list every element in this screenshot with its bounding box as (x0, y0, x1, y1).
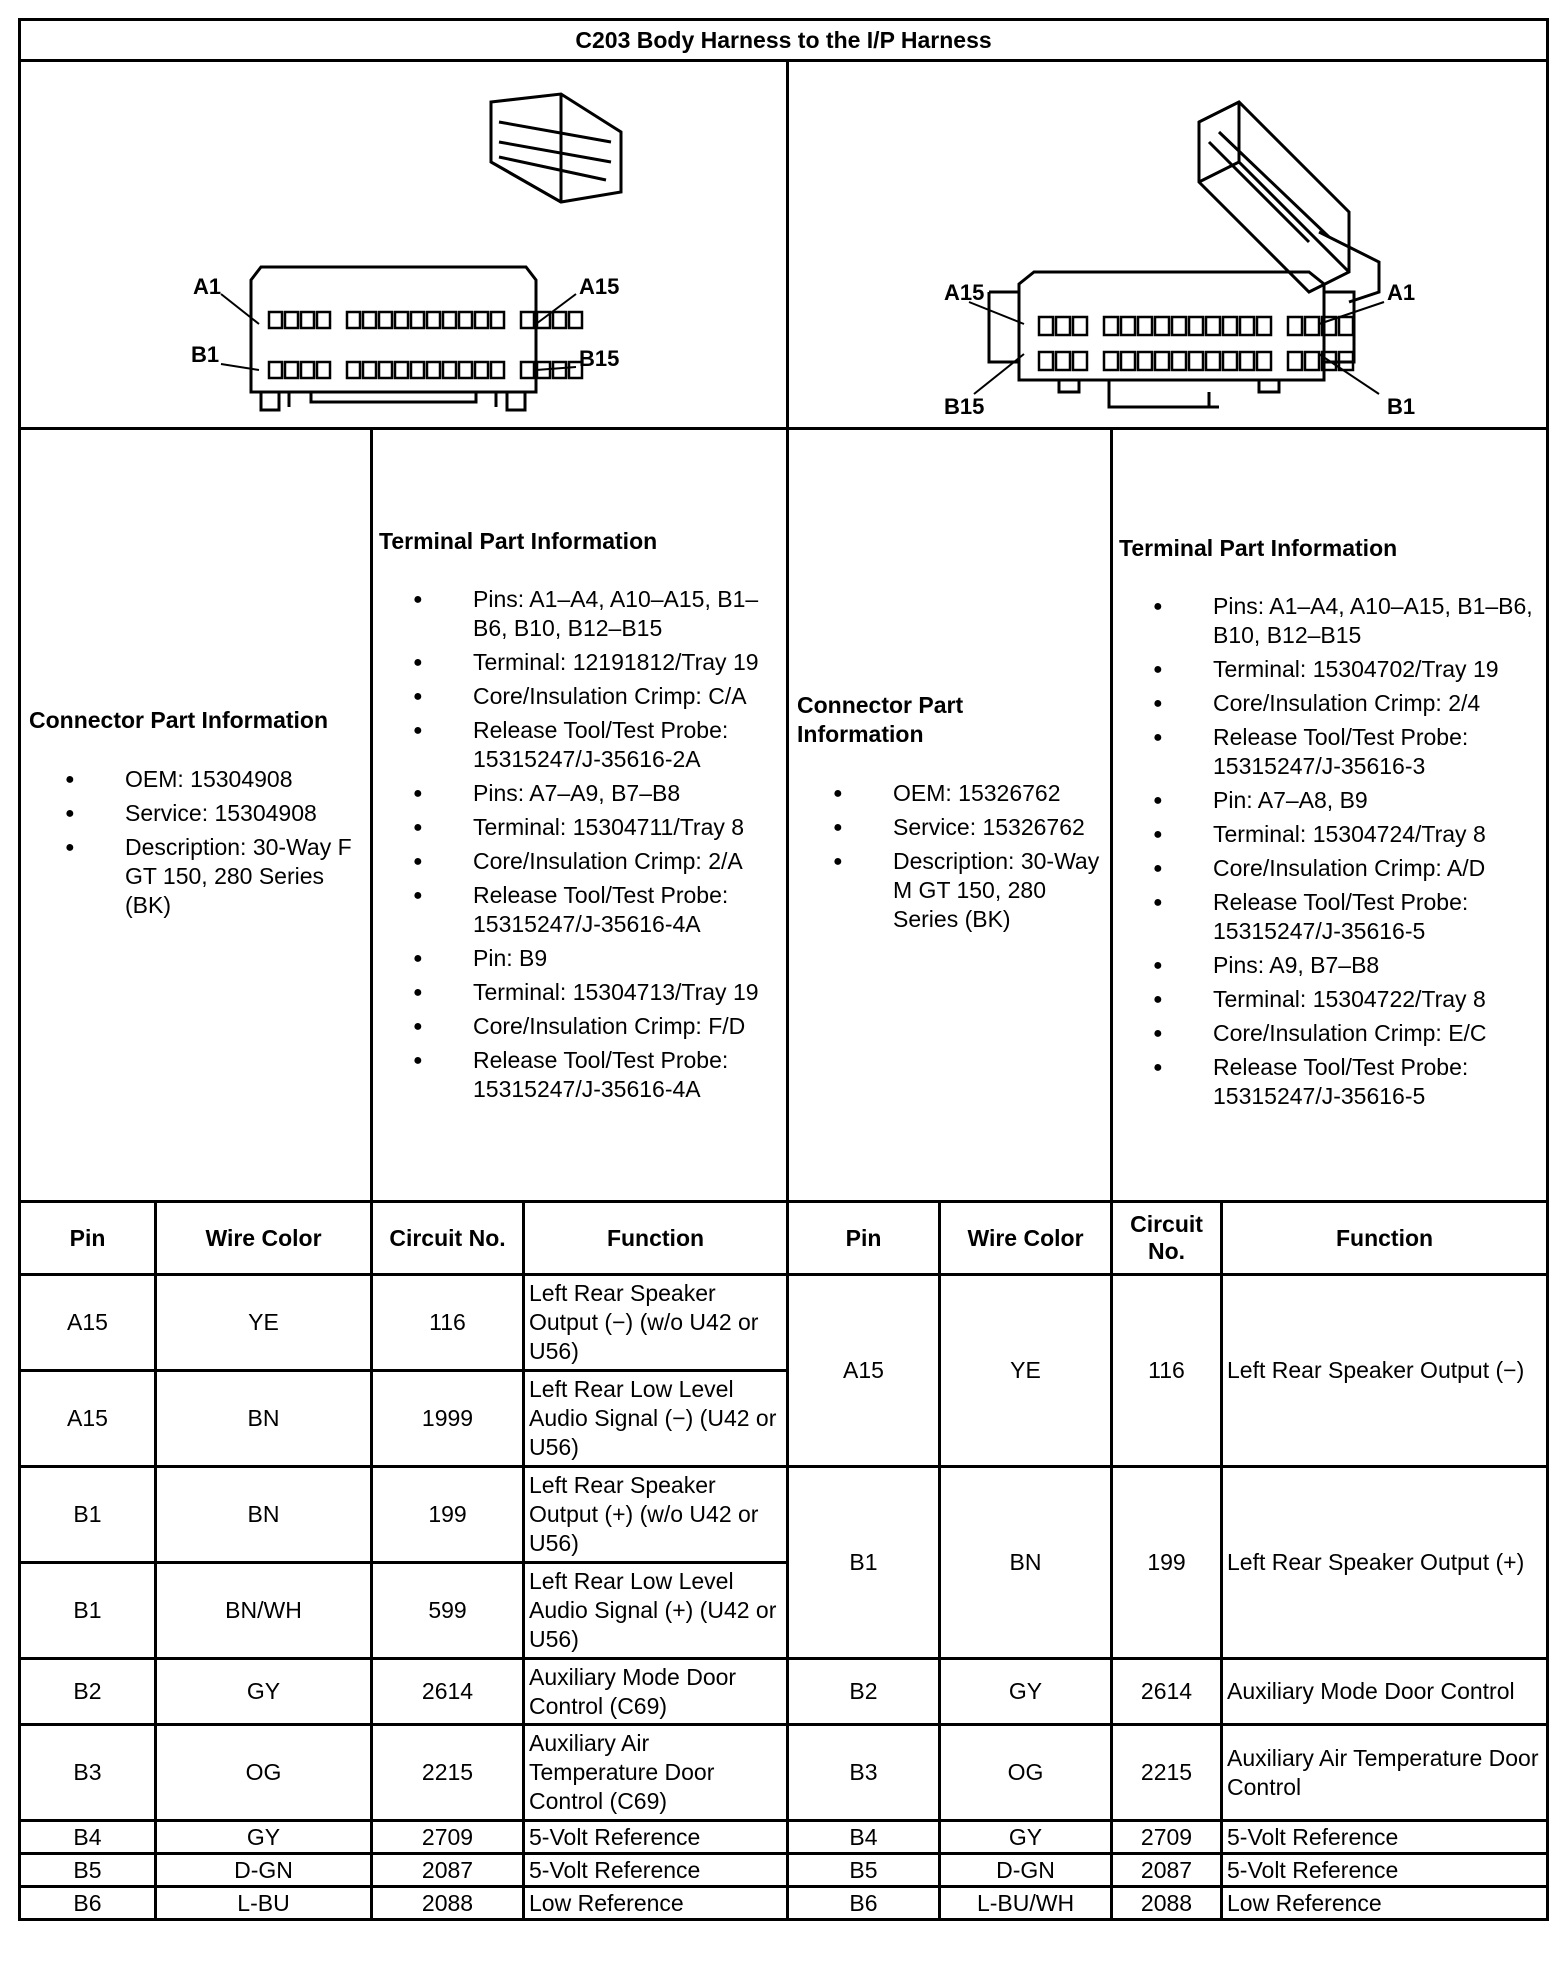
cell-function: 5-Volt Reference (1222, 1821, 1548, 1854)
cell-wire-color: BN (940, 1467, 1112, 1659)
list-item: ● Release Tool/Test Probe: 15315247/J-35616-4A (413, 881, 786, 939)
list-item: ● Service: 15326762 (833, 813, 1110, 842)
cell-pin: B3 (788, 1725, 940, 1821)
pin-label-a1: A1 (1387, 280, 1416, 305)
terminal-group (1113, 951, 1546, 1111)
connector-table (18, 18, 1549, 1921)
cell-wire-color: OG (940, 1725, 1112, 1821)
cell-pin: B5 (788, 1854, 940, 1887)
list-item: ● Pin: A7–A8, B9 (1153, 786, 1546, 815)
list-item: ● Release Tool/Test Probe: 15315247/J-35616-3 (1153, 723, 1546, 781)
cell-pin: A15 (788, 1275, 940, 1467)
cell-pin: B1 (20, 1563, 156, 1659)
cell-pin: B6 (788, 1887, 940, 1920)
terminal-info-heading: Terminal Part Information (1119, 534, 1398, 561)
list-item: ● Terminal: 15304711/Tray 8 (413, 813, 786, 842)
cell-function: Left Rear Speaker Output (−) (1222, 1275, 1548, 1467)
cell-pin: A15 (20, 1371, 156, 1467)
cell-function: 5-Volt Reference (524, 1854, 788, 1887)
connector-info-heading: Connector Part Information (797, 692, 964, 747)
cell-function: Low Reference (524, 1887, 788, 1920)
terminal-info-groups (1113, 592, 1546, 1111)
cell-function: Left Rear Low Level Audio Signal (−) (U42 or U56) (524, 1371, 788, 1467)
list-item: ● Pins: A9, B7–B8 (1153, 951, 1546, 980)
cell-wire-color: D-GN (940, 1854, 1112, 1887)
table-row (20, 1854, 1548, 1887)
list-item: ● Pins: A1–A4, A10–A15, B1–B6, B10, B12–B15 (413, 585, 786, 643)
cell-function: Left Rear Speaker Output (+) (1222, 1467, 1548, 1659)
pin-label-a15: A15 (944, 280, 985, 305)
cell-circuit-no: 2709 (372, 1821, 524, 1854)
list-item: ● Release Tool/Test Probe: 15315247/J-35616-4A (413, 1046, 786, 1104)
table-row (20, 1467, 1548, 1563)
cell-circuit-no: 2215 (372, 1725, 524, 1821)
cell-pin: A15 (20, 1275, 156, 1371)
male-connector-diagram (788, 61, 1548, 429)
header-circuit-no: Circuit No. (372, 1202, 524, 1275)
cell-circuit-no: 1999 (372, 1371, 524, 1467)
list-item: ● Terminal: 15304722/Tray 8 (1153, 985, 1546, 1014)
list-item: ● Service: 15304908 (65, 799, 370, 828)
terminal-group (1113, 592, 1546, 781)
cell-circuit-no: 2088 (1112, 1887, 1222, 1920)
terminal-group (373, 779, 786, 939)
list-item: ● Description: 30-Way M GT 150, 280 Series (BK) (833, 847, 1110, 934)
header-wire-color: Wire Color (156, 1202, 372, 1275)
list-item: ● Pins: A1–A4, A10–A15, B1–B6, B10, B12–B15 (1153, 592, 1546, 650)
header-circuit-no: Circuit No. (1112, 1202, 1222, 1275)
cell-pin: B3 (20, 1725, 156, 1821)
list-item: ● Pins: A7–A9, B7–B8 (413, 779, 786, 808)
cell-pin: B5 (20, 1854, 156, 1887)
list-item: ● Core/Insulation Crimp: F/D (413, 1012, 786, 1041)
cell-wire-color: BN (156, 1467, 372, 1563)
list-item: ● Core/Insulation Crimp: 2/4 (1153, 689, 1546, 718)
cell-function: Left Rear Low Level Audio Signal (+) (U42 or U56) (524, 1563, 788, 1659)
list-item: ● Pin: B9 (413, 944, 786, 973)
cell-circuit-no: 2709 (1112, 1821, 1222, 1854)
list-item: ● Core/Insulation Crimp: C/A (413, 682, 786, 711)
pin-label-b1: B1 (191, 342, 220, 367)
connector-end-view-sheet (18, 18, 1546, 1921)
cell-function: Left Rear Speaker Output (−) (w/o U42 or U56) (524, 1275, 788, 1371)
male-connector-drawing (789, 62, 1553, 422)
cell-wire-color: GY (940, 1821, 1112, 1854)
cell-wire-color: GY (156, 1659, 372, 1725)
header-pin: Pin (788, 1202, 940, 1275)
cell-pin: B1 (788, 1467, 940, 1659)
cell-function: Auxiliary Mode Door Control (C69) (524, 1659, 788, 1725)
cell-function: Left Rear Speaker Output (+) (w/o U42 or U56) (524, 1467, 788, 1563)
cell-circuit-no: 2614 (1112, 1659, 1222, 1725)
connector-info-list (793, 779, 1110, 934)
cell-circuit-no: 199 (372, 1467, 524, 1563)
cell-pin: B4 (20, 1821, 156, 1854)
cell-circuit-no: 2087 (1112, 1854, 1222, 1887)
cell-wire-color: BN/WH (156, 1563, 372, 1659)
cell-function: 5-Volt Reference (524, 1821, 788, 1854)
table-row (20, 1725, 1548, 1821)
header-wire-color: Wire Color (940, 1202, 1112, 1275)
left-terminal-info (372, 429, 788, 1202)
table-row (20, 1887, 1548, 1920)
list-item: ● Core/Insulation Crimp: 2/A (413, 847, 786, 876)
cell-circuit-no: 2088 (372, 1887, 524, 1920)
cell-function: Low Reference (1222, 1887, 1548, 1920)
cell-pin: B1 (20, 1467, 156, 1563)
cell-pin: B2 (788, 1659, 940, 1725)
terminal-group (1113, 786, 1546, 946)
header-function: Function (1222, 1202, 1548, 1275)
cell-wire-color: OG (156, 1725, 372, 1821)
table-row (20, 1659, 1548, 1725)
list-item: ● Core/Insulation Crimp: A/D (1153, 854, 1546, 883)
pin-label-b1: B1 (1387, 394, 1416, 419)
list-item: ● Terminal: 15304724/Tray 8 (1153, 820, 1546, 849)
cell-circuit-no: 116 (372, 1275, 524, 1371)
right-terminal-info (1112, 429, 1548, 1202)
list-item: ● Release Tool/Test Probe: 15315247/J-35616-2A (413, 716, 786, 774)
cell-pin: B4 (788, 1821, 940, 1854)
cell-circuit-no: 2087 (372, 1854, 524, 1887)
list-item: ● Core/Insulation Crimp: E/C (1153, 1019, 1546, 1048)
pin-label-a1: A1 (193, 274, 222, 299)
terminal-group (373, 585, 786, 774)
cell-function: Auxiliary Mode Door Control (1222, 1659, 1548, 1725)
cell-wire-color: GY (156, 1821, 372, 1854)
pin-label-b15: B15 (579, 346, 620, 371)
connector-info-heading: Connector Part Information (29, 706, 329, 733)
cell-function: Auxiliary Air Temperature Door Control (1222, 1725, 1548, 1821)
pin-label-b15: B15 (944, 394, 985, 419)
connector-info-list (25, 765, 370, 920)
header-pin: Pin (20, 1202, 156, 1275)
cell-wire-color: BN (156, 1371, 372, 1467)
cell-pin: B6 (20, 1887, 156, 1920)
cell-wire-color: L-BU/WH (940, 1887, 1112, 1920)
list-item: ● Terminal: 15304702/Tray 19 (1153, 655, 1546, 684)
left-connector-info (20, 429, 372, 1202)
header-function: Function (524, 1202, 788, 1275)
cell-wire-color: D-GN (156, 1854, 372, 1887)
right-connector-info (788, 429, 1112, 1202)
table-row (20, 1275, 1548, 1371)
cell-wire-color: YE (940, 1275, 1112, 1467)
terminal-group (373, 944, 786, 1104)
cell-circuit-no: 199 (1112, 1467, 1222, 1659)
list-item: ● OEM: 15326762 (833, 779, 1110, 808)
cell-wire-color: GY (940, 1659, 1112, 1725)
page-title: C203 Body Harness to the I/P Harness (20, 20, 1548, 61)
list-item: ● Release Tool/Test Probe: 15315247/J-35616-5 (1153, 1053, 1546, 1111)
cell-wire-color: L-BU (156, 1887, 372, 1920)
list-item: ● Terminal: 12191812/Tray 19 (413, 648, 786, 677)
cell-circuit-no: 2215 (1112, 1725, 1222, 1821)
cell-circuit-no: 2614 (372, 1659, 524, 1725)
pin-label-a15: A15 (579, 274, 620, 299)
female-connector-diagram (20, 61, 788, 429)
list-item: ● Release Tool/Test Probe: 15315247/J-35616-5 (1153, 888, 1546, 946)
terminal-info-groups (373, 585, 786, 1104)
cell-circuit-no: 116 (1112, 1275, 1222, 1467)
table-row (20, 1821, 1548, 1854)
female-connector-drawing (21, 62, 785, 422)
cell-pin: B2 (20, 1659, 156, 1725)
terminal-info-heading: Terminal Part Information (379, 527, 658, 554)
list-item: ● Terminal: 15304713/Tray 19 (413, 978, 786, 1007)
list-item: ● OEM: 15304908 (65, 765, 370, 794)
cell-wire-color: YE (156, 1275, 372, 1371)
cell-function: Auxiliary Air Temperature Door Control (C69) (524, 1725, 788, 1821)
list-item: ● Description: 30-Way F GT 150, 280 Series (BK) (65, 833, 370, 920)
cell-circuit-no: 599 (372, 1563, 524, 1659)
cell-function: 5-Volt Reference (1222, 1854, 1548, 1887)
